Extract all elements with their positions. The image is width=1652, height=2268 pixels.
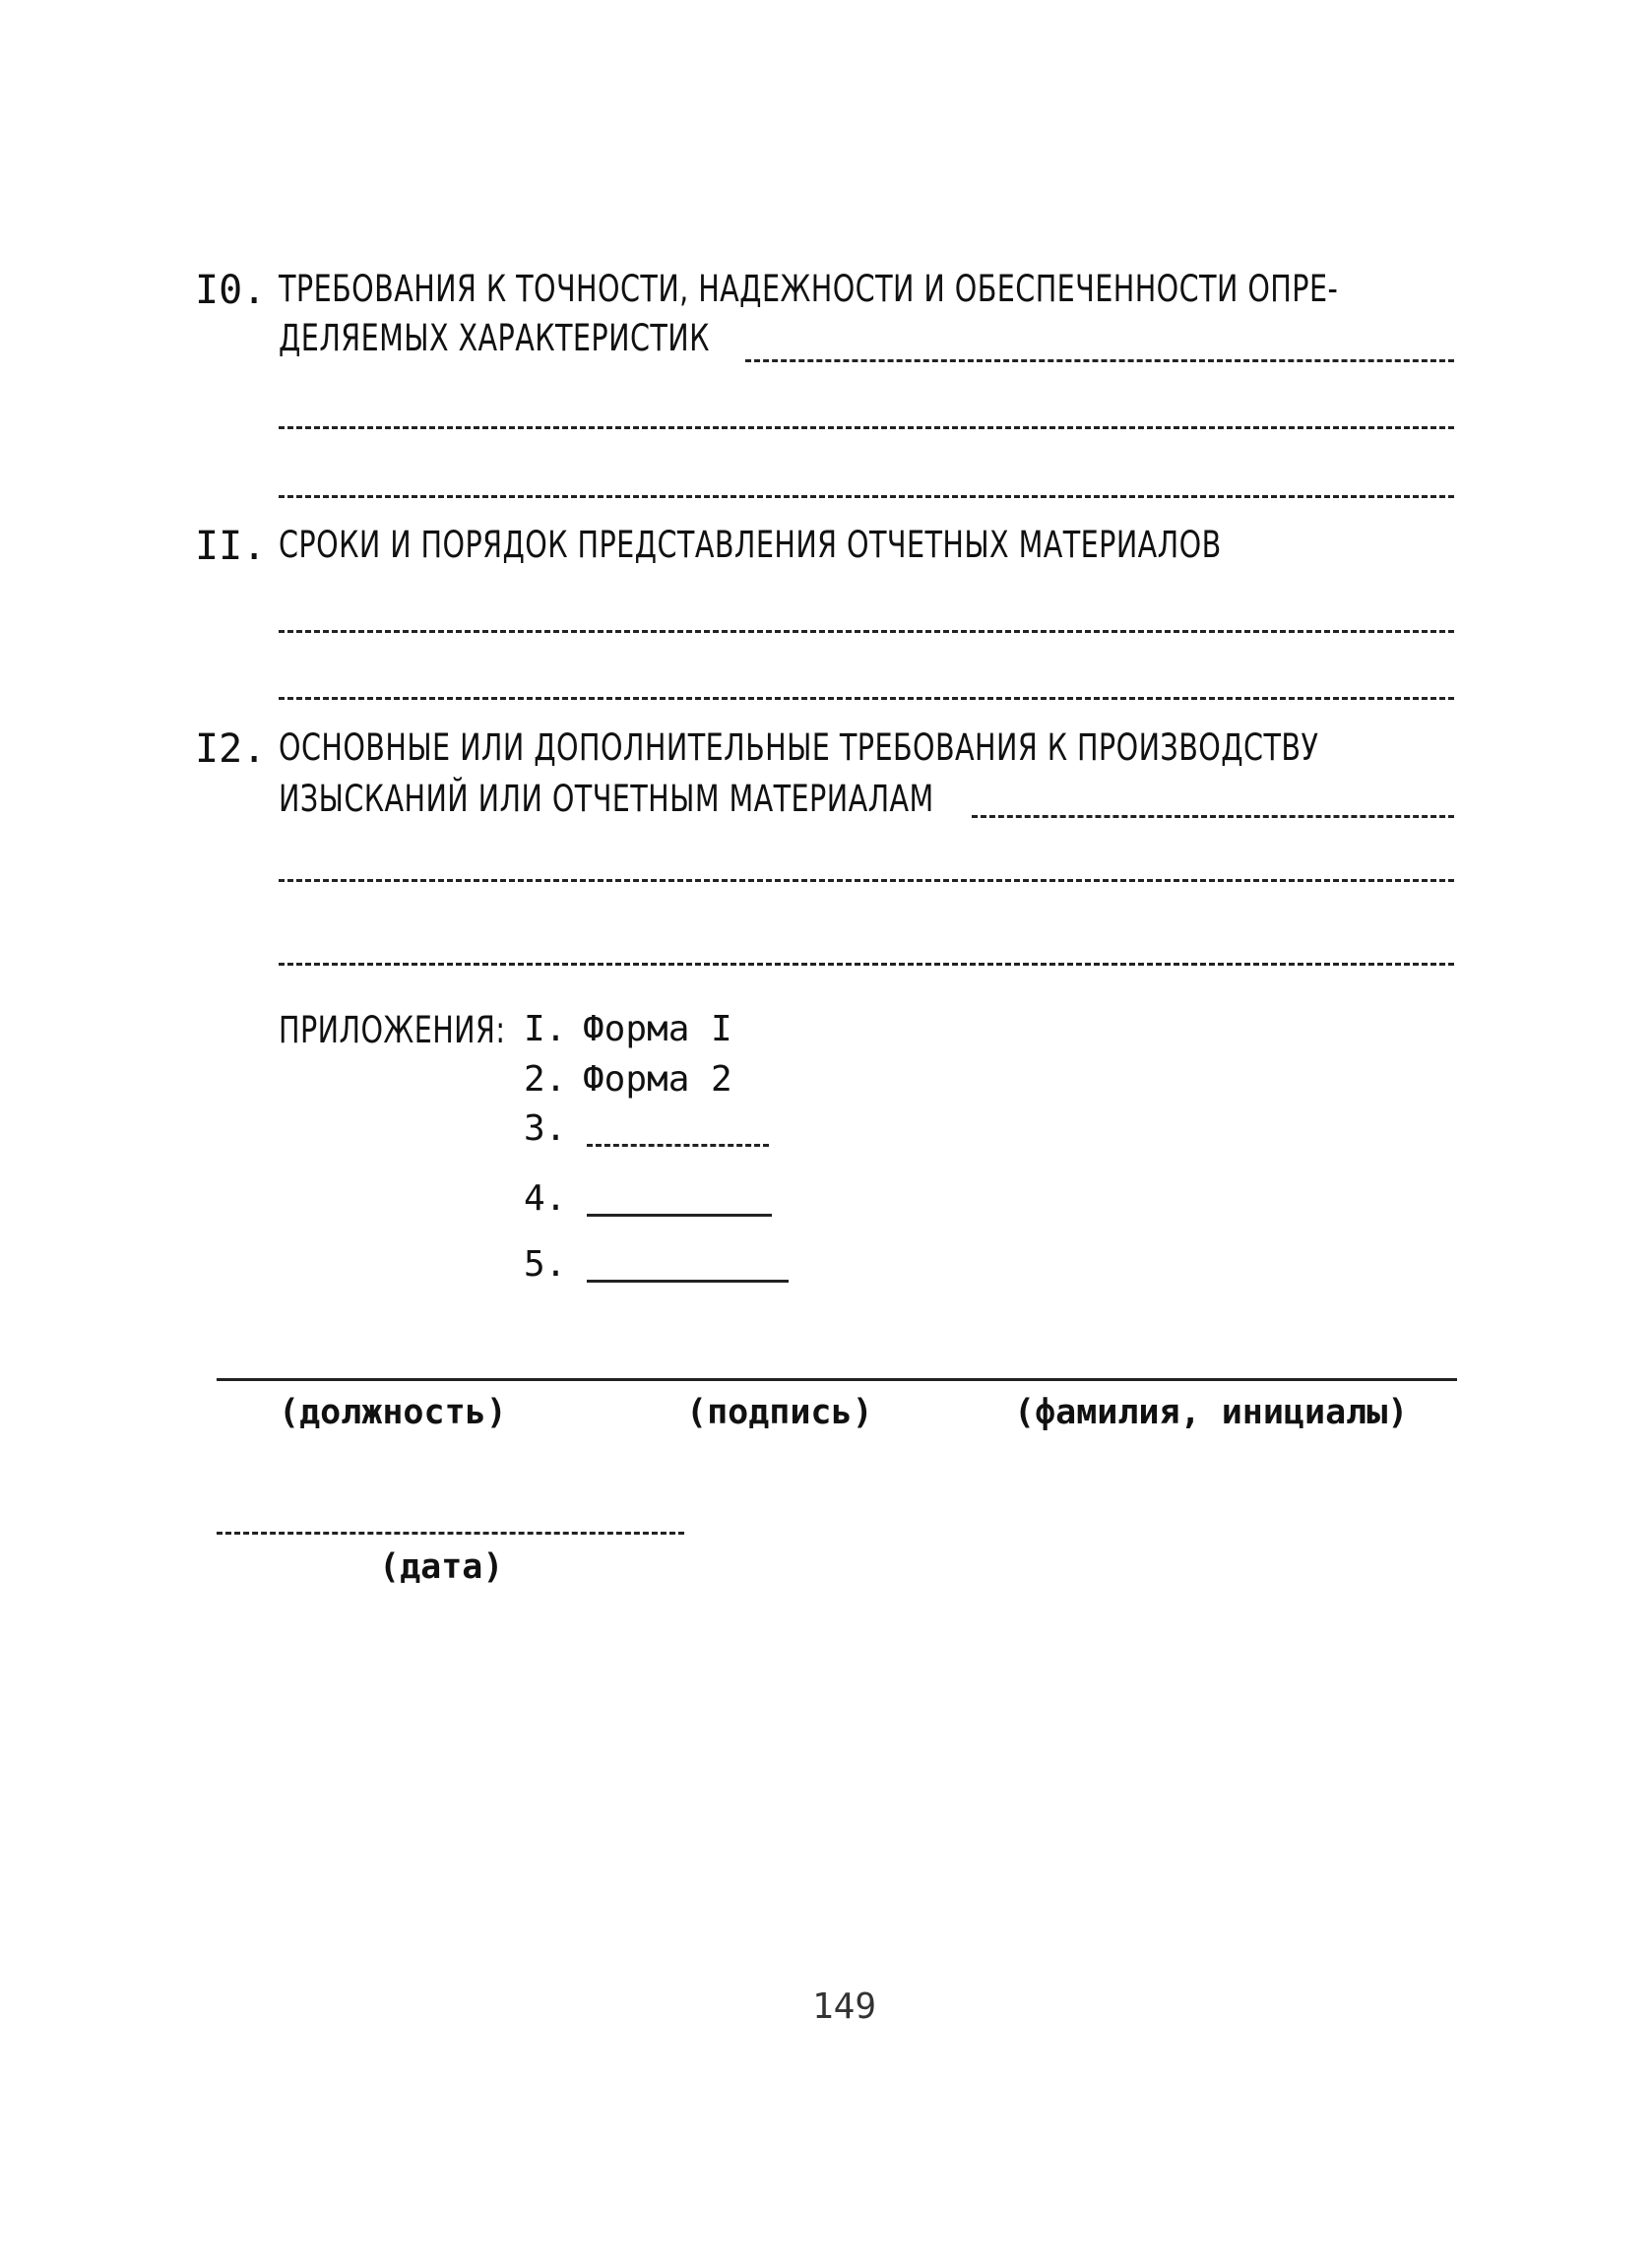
appendix-4-number: 4. xyxy=(524,1178,567,1219)
appendix-2-text: Форма 2 xyxy=(583,1059,732,1100)
section-11-fill-line-2[interactable] xyxy=(279,697,1454,700)
section-12-title-line-2: ИЗЫСКАНИЙ ИЛИ ОТЧЕТНЫМ МАТЕРИАЛАМ xyxy=(279,778,934,820)
section-10-fill-line-1[interactable] xyxy=(745,359,1454,362)
section-12-fill-line-2[interactable] xyxy=(279,879,1454,882)
section-12-title-line-1: ОСНОВНЫЕ ИЛИ ДОПОЛНИТЕЛЬНЫЕ ТРЕБОВАНИЯ К ПРОИЗВОДСТВУ xyxy=(279,726,1319,769)
appendix-3-fill-line[interactable] xyxy=(587,1144,769,1147)
section-10-title-line-1: ТРЕБОВАНИЯ К ТОЧНОСТИ, НАДЕЖНОСТИ И ОБЕСПЕЧЕННОСТИ ОПРЕ- xyxy=(279,268,1339,310)
appendix-5-fill-line[interactable] xyxy=(587,1280,789,1283)
name-caption: (фамилия, инициалы) xyxy=(1014,1393,1409,1432)
position-caption: (должность) xyxy=(279,1393,507,1432)
signature-line[interactable] xyxy=(217,1378,1457,1381)
signature-caption: (подпись) xyxy=(686,1393,873,1432)
appendix-4-fill-line[interactable] xyxy=(587,1214,772,1217)
appendix-3-number: 3. xyxy=(524,1108,567,1149)
date-caption: (дата) xyxy=(379,1547,504,1587)
appendix-5-number: 5. xyxy=(524,1244,567,1285)
appendix-2-number: 2. xyxy=(524,1059,567,1100)
page-number: 149 xyxy=(812,1986,877,2027)
section-10-fill-line-2[interactable] xyxy=(279,426,1454,429)
section-12-fill-line-3[interactable] xyxy=(279,963,1454,966)
appendix-1-number: I. xyxy=(524,1009,567,1049)
section-10-title-line-2: ДЕЛЯЕМЫХ ХАРАКТЕРИСТИК xyxy=(279,317,710,359)
section-10-number: I0. xyxy=(195,268,267,313)
section-12-number: I2. xyxy=(195,726,267,772)
section-11-title: СРОКИ И ПОРЯДОК ПРЕДСТАВЛЕНИЯ ОТЧЕТНЫХ МАТЕРИАЛОВ xyxy=(279,524,1222,566)
appendix-1-text: Форма I xyxy=(583,1009,732,1049)
appendices-label: ПРИЛОЖЕНИЯ: xyxy=(279,1009,506,1051)
section-11-number: II. xyxy=(195,524,267,569)
section-12-fill-line-1[interactable] xyxy=(972,815,1454,818)
section-11-fill-line-1[interactable] xyxy=(279,630,1454,633)
section-10-fill-line-3[interactable] xyxy=(279,495,1454,498)
date-line[interactable] xyxy=(217,1532,684,1535)
